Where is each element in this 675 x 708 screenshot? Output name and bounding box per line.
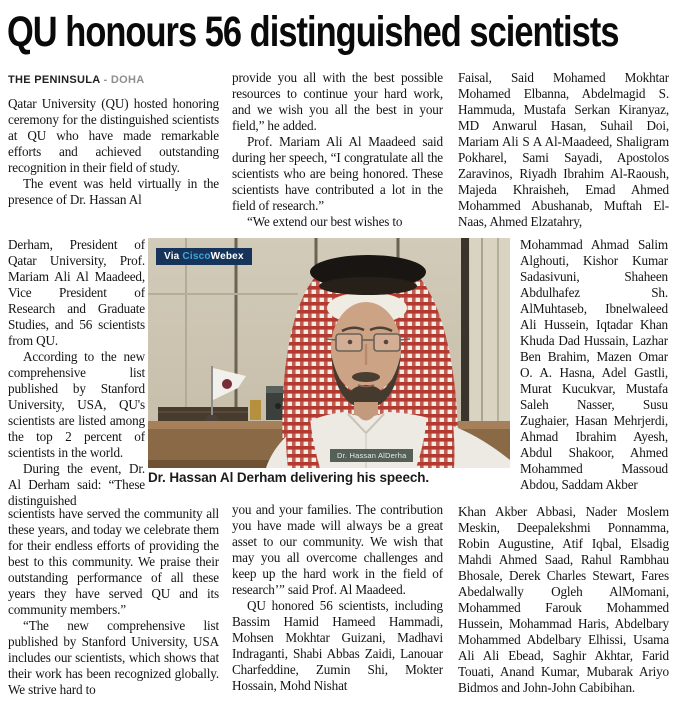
glasses-temple-left <box>326 339 336 340</box>
participant-name-tag: Dr. Hassan AlDerha <box>330 449 413 462</box>
books <box>158 407 248 421</box>
column-middle-bottom <box>232 502 443 706</box>
column-right-top <box>458 70 669 238</box>
glasses-temple-right <box>400 339 410 340</box>
photo-scene <box>148 238 510 468</box>
column-left-bottom <box>8 506 219 706</box>
byline-location: - DOHA <box>103 74 145 86</box>
paragraph: Qatar University (QU) hosted honoring ceremony for the distinguished scientists at QU who have made remarkable efforts and achieved outstanding recognition in their field of study. <box>8 96 219 175</box>
column-right-bottom <box>458 504 669 706</box>
moustache <box>352 372 380 382</box>
glasses-left-lens <box>336 334 362 351</box>
paragraph: Derham, President of Qatar University, Prof. Mariam Ali Al Maadeed, Vice President of Research and Graduate Studies, and 56 scientists from QU. <box>8 237 145 348</box>
paragraph: Mohammad Ahmad Salim Alghouti, Kishor Kumar Sadasivuni, Shaheen Abdulhafez Sh. AlMuhtaseb, Ibnelwaleed Ali Hussein, Iqtadar Khan Khuda Dad Hussain, Lazhar Ben Brahim, Mazen Omar O. A. Hasna, Adel Gastli, Murat Kucukvar, Mustafa Saleh Nasser, Susu Zughaier, Hasan Mehrjerdi, Ahmad Ibrahim Ayesh, Abdul Shakoor, Ahmed Mohammed Massoud Abdou, Saddam Akber <box>520 237 668 492</box>
paragraph: you and your families. The contribution you have made will always be a great asset to our community. We wish that may you all overcome challenges and keep up the hard work in the field of research’” said Prof. Al Maadeed. <box>232 502 443 597</box>
column-left-top <box>8 96 219 237</box>
gold-trophy <box>250 400 261 420</box>
webex-watermark <box>156 248 252 265</box>
device-knob <box>275 403 281 409</box>
photo-caption: Dr. Hassan Al Derham delivering his speech. <box>148 470 430 485</box>
paragraph: provide you all with the best possible resources to continue your hard work, and we wish you all the best in your field,” he added. <box>232 70 443 133</box>
paragraph: “The new comprehensive list published by Stanford University, USA includes our scientists, which shows that their work has been recognized globally. We strive hard to <box>8 618 219 697</box>
flag-emblem <box>222 379 232 389</box>
paragraph: According to the new comprehensive list published by Stanford University, USA, QU's scientists are listed among the top 2 percent of scientists in the world. <box>8 349 145 460</box>
byline <box>8 74 144 86</box>
glasses-right-lens <box>374 334 400 351</box>
column-left-narrow <box>8 237 145 509</box>
paragraph: “We extend our best wishes to <box>247 214 403 229</box>
column-right-narrow <box>520 237 668 503</box>
headline: QU honours 56 distinguished scientists <box>7 8 619 56</box>
paragraph: QU honored 56 scientists, including Bassim Hamid Hameed Hammadi, Mohsen Mokhtar Guizani, Madhavi Indraganti, Shabi Abbas Zaidi, Lanouar Charfeddine, Zumin Shi, Mokter Hossain, Mohd Nishat <box>232 598 443 693</box>
byline-source: THE PENINSULA <box>8 74 101 86</box>
paragraph: Faisal, Said Mohamed Mokhtar Mohamed Elbanna, Abdelmagid S. Hammuda, Mustafa Serkan Kiranyaz, MD Anwarul Hasan, Suhail Doi, Mariam Ali S A Al-Maadeed, Shaligram Pokharel, Sami Sayadi, Apostolos Zaravinos, Riyadh Ibrahim Al-Raoush, Majeda Khraisheh, Emad Ahmed Mohammed Abushanab, Muftah El-Naas, Ahmed Elzatahry, <box>458 70 669 229</box>
paragraph: The event was held virtually in the presence of Dr. Hassan Al <box>8 176 219 207</box>
paragraph: scientists have served the community all these years, and today we celebrate them for their endless efforts of providing the best to this community. We praise their outstanding performance of all these years they have served QU and its community members.” <box>8 506 219 617</box>
webex-via-text: Via <box>164 251 183 262</box>
paragraph: Khan Akber Abbasi, Nader Moslem Meskin, Deepalekshmi Ponnamma, Robin Augustine, Atif Iqbal, Elsadig Mahdi Ahmed Saad, Rahul Rambhau Bhosale, Derek Charles Stewart, Fares Abedalwally Ogleh AlMomani, Mohammed Farouk Mohammed Hussein, Mohammad Haris, Abdelbary Mohammed Abdelbary Elhissi, Usama Ali Ali Ebead, Saghir Akhtar, Farid Touati, Anand Kumar, Mubarak Ariyo Bidmos and John-John Cabibihan. <box>458 504 669 695</box>
webex-logo-text: Webex <box>210 251 244 262</box>
cisco-logo-text: Cisco <box>182 251 211 262</box>
paragraph: During the event, Dr. Al Derham said: “These distinguished <box>8 461 145 508</box>
paragraph: Prof. Mariam Ali Al Maadeed said during her speech, “I congratulate all the scientists who are being honored. These scientists have contributed a lot in the field of research.” <box>232 134 443 213</box>
column-middle-top <box>232 70 443 238</box>
speech-photo <box>148 238 510 468</box>
agal-band-lower <box>319 277 417 295</box>
